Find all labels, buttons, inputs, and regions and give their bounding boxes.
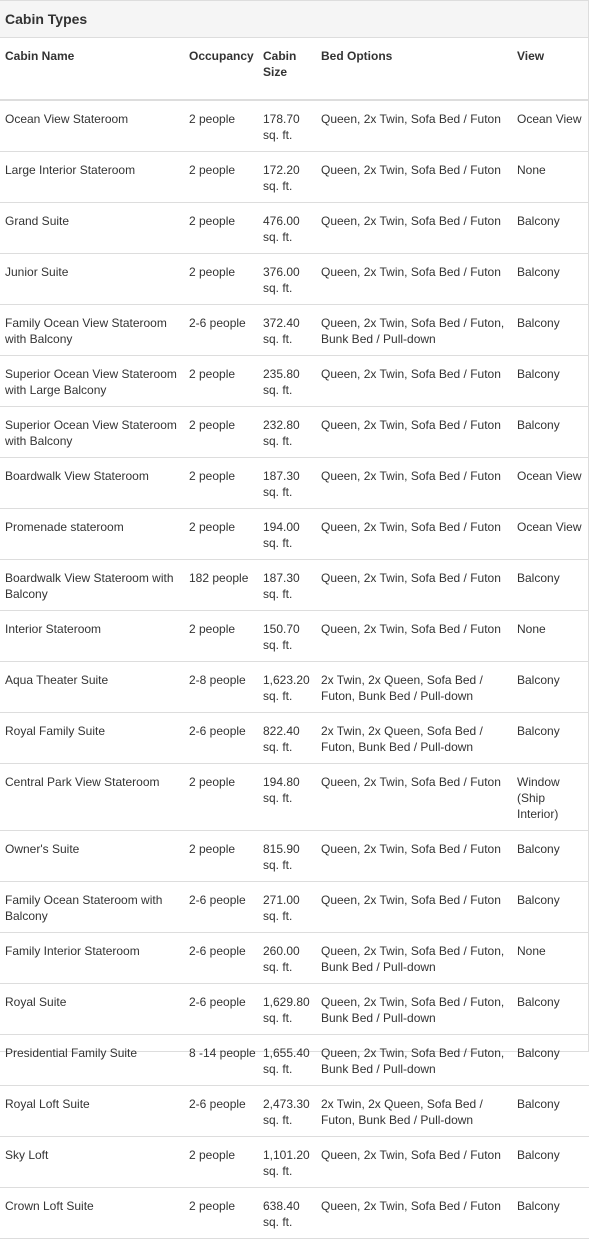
cell-cabin-size: 822.40 sq. ft. xyxy=(263,724,300,754)
table-row xyxy=(0,560,589,611)
cell-occupancy: 2 people xyxy=(189,265,236,279)
cell-cabin-name: Royal Loft Suite xyxy=(5,1097,90,1111)
cell-cabin-size: 1,629.80 sq. ft. xyxy=(263,995,310,1025)
cell-occupancy: 182 people xyxy=(189,571,249,585)
cell-view: Balcony xyxy=(517,214,560,228)
cell-bed-options: Queen, 2x Twin, Sofa Bed / Futon xyxy=(321,469,501,483)
table-row xyxy=(0,933,589,984)
column-header-view: View xyxy=(517,49,545,63)
cell-occupancy: 2 people xyxy=(189,367,236,381)
cell-view: Window (Ship Interior) xyxy=(517,775,560,821)
cell-cabin-name: Aqua Theater Suite xyxy=(5,673,109,687)
cell-cabin-size: 150.70 sq. ft. xyxy=(263,622,300,652)
table-body xyxy=(0,100,589,1239)
cell-view: Balcony xyxy=(517,1097,560,1111)
table-row xyxy=(0,203,589,254)
cell-view: Balcony xyxy=(517,265,560,279)
cell-view: Balcony xyxy=(517,1148,560,1162)
cell-occupancy: 8 -14 people xyxy=(189,1046,256,1060)
table-row xyxy=(0,611,589,662)
cell-occupancy: 2 people xyxy=(189,775,236,789)
cell-cabin-size: 235.80 sq. ft. xyxy=(263,367,300,397)
table-row xyxy=(0,764,589,831)
cell-occupancy: 2-6 people xyxy=(189,316,246,330)
cell-bed-options: Queen, 2x Twin, Sofa Bed / Futon xyxy=(321,214,501,228)
cell-view: Balcony xyxy=(517,724,560,738)
table-row xyxy=(0,407,589,458)
cell-cabin-size: 372.40 sq. ft. xyxy=(263,316,300,346)
cell-occupancy: 2-6 people xyxy=(189,724,246,738)
cell-occupancy: 2 people xyxy=(189,418,236,432)
cell-occupancy: 2-8 people xyxy=(189,673,246,687)
cell-view: Balcony xyxy=(517,995,560,1009)
cell-bed-options: Queen, 2x Twin, Sofa Bed / Futon xyxy=(321,367,501,381)
cell-cabin-name: Grand Suite xyxy=(5,214,70,228)
cell-view: Balcony xyxy=(517,1046,560,1060)
cell-cabin-name: Large Interior Stateroom xyxy=(5,163,136,177)
cell-occupancy: 2-6 people xyxy=(189,944,246,958)
cell-cabin-name: Interior Stateroom xyxy=(5,622,102,636)
cell-cabin-name: Crown Loft Suite xyxy=(5,1199,94,1213)
table-row xyxy=(0,305,589,356)
cell-cabin-size: 260.00 sq. ft. xyxy=(263,944,300,974)
cell-cabin-size: 232.80 sq. ft. xyxy=(263,418,300,448)
cell-bed-options: Queen, 2x Twin, Sofa Bed / Futon xyxy=(321,893,501,907)
cell-bed-options: Queen, 2x Twin, Sofa Bed / Futon, Bunk Bed / Pull-down xyxy=(321,316,505,346)
cell-cabin-size: 172.20 sq. ft. xyxy=(263,163,300,193)
cell-cabin-size: 271.00 sq. ft. xyxy=(263,893,300,923)
cell-cabin-name: Family Interior Stateroom xyxy=(5,944,140,958)
cell-cabin-size: 178.70 sq. ft. xyxy=(263,112,300,142)
cell-bed-options: Queen, 2x Twin, Sofa Bed / Futon xyxy=(321,571,501,585)
cell-occupancy: 2 people xyxy=(189,622,236,636)
cell-view: Balcony xyxy=(517,571,560,585)
column-header-cabin-name: Cabin Name xyxy=(5,49,75,63)
cell-occupancy: 2 people xyxy=(189,520,236,534)
cell-bed-options: Queen, 2x Twin, Sofa Bed / Futon xyxy=(321,418,501,432)
cell-view: Balcony xyxy=(517,316,560,330)
cell-view: Balcony xyxy=(517,893,560,907)
cell-occupancy: 2 people xyxy=(189,112,236,126)
cell-cabin-name: Superior Ocean View Stateroom with Balcony xyxy=(5,418,177,448)
cell-occupancy: 2 people xyxy=(189,214,236,228)
table-row xyxy=(0,100,589,152)
cell-cabin-name: Superior Ocean View Stateroom with Large Balcony xyxy=(5,367,177,397)
cell-occupancy: 2-6 people xyxy=(189,1097,246,1111)
cell-bed-options: Queen, 2x Twin, Sofa Bed / Futon, Bunk Bed / Pull-down xyxy=(321,995,505,1025)
cell-view: Balcony xyxy=(517,367,560,381)
cell-cabin-size: 2,473.30 sq. ft. xyxy=(263,1097,310,1127)
cell-bed-options: 2x Twin, 2x Queen, Sofa Bed / Futon, Bunk Bed / Pull-down xyxy=(321,724,483,754)
cell-cabin-size: 638.40 sq. ft. xyxy=(263,1199,300,1229)
cell-occupancy: 2 people xyxy=(189,469,236,483)
cell-cabin-size: 815.90 sq. ft. xyxy=(263,842,300,872)
column-header-bed-options: Bed Options xyxy=(321,49,393,63)
table-header-row xyxy=(0,38,589,100)
cell-occupancy: 2-6 people xyxy=(189,893,246,907)
table-row xyxy=(0,1086,589,1137)
table-row xyxy=(0,713,589,764)
cell-cabin-name: Central Park View Stateroom xyxy=(5,775,160,789)
cell-cabin-name: Junior Suite xyxy=(5,265,69,279)
cell-cabin-name: Family Ocean Stateroom with Balcony xyxy=(5,893,163,923)
cell-occupancy: 2 people xyxy=(189,1148,236,1162)
cell-cabin-size: 1,101.20 sq. ft. xyxy=(263,1148,310,1178)
cell-bed-options: Queen, 2x Twin, Sofa Bed / Futon xyxy=(321,1148,501,1162)
table-row xyxy=(0,356,589,407)
cell-cabin-name: Owner's Suite xyxy=(5,842,80,856)
cell-view: None xyxy=(517,944,546,958)
column-header-cabin-size: Cabin Size xyxy=(263,49,297,79)
cell-cabin-name: Royal Family Suite xyxy=(5,724,106,738)
cell-occupancy: 2 people xyxy=(189,842,236,856)
cell-bed-options: Queen, 2x Twin, Sofa Bed / Futon, Bunk Bed / Pull-down xyxy=(321,1046,505,1076)
cell-bed-options: Queen, 2x Twin, Sofa Bed / Futon, Bunk Bed / Pull-down xyxy=(321,944,505,974)
cell-bed-options: Queen, 2x Twin, Sofa Bed / Futon xyxy=(321,163,501,177)
table-row xyxy=(0,882,589,933)
cell-cabin-size: 1,655.40 sq. ft. xyxy=(263,1046,310,1076)
cell-cabin-size: 376.00 sq. ft. xyxy=(263,265,300,295)
cell-view: None xyxy=(517,622,546,636)
cell-cabin-size: 194.80 sq. ft. xyxy=(263,775,300,805)
cell-bed-options: Queen, 2x Twin, Sofa Bed / Futon xyxy=(321,622,501,636)
cell-cabin-size: 187.30 sq. ft. xyxy=(263,469,300,499)
cell-view: Balcony xyxy=(517,1199,560,1213)
cell-cabin-name: Boardwalk View Stateroom with Balcony xyxy=(5,571,174,601)
table-row xyxy=(0,1188,589,1239)
table-row xyxy=(0,254,589,305)
cell-bed-options: Queen, 2x Twin, Sofa Bed / Futon xyxy=(321,265,501,279)
table-row xyxy=(0,662,589,713)
table-row xyxy=(0,831,589,882)
cell-cabin-name: Sky Loft xyxy=(5,1148,49,1162)
cell-cabin-name: Presidential Family Suite xyxy=(5,1046,138,1060)
cell-view: Balcony xyxy=(517,673,560,687)
table-row xyxy=(0,1035,589,1086)
cell-cabin-name: Family Ocean View Stateroom with Balcony xyxy=(5,316,167,346)
table-row xyxy=(0,152,589,203)
cell-view: Ocean View xyxy=(517,520,582,534)
cell-view: Ocean View xyxy=(517,469,582,483)
cell-occupancy: 2 people xyxy=(189,163,236,177)
cell-view: None xyxy=(517,163,546,177)
cell-occupancy: 2 people xyxy=(189,1199,236,1213)
cell-cabin-name: Ocean View Stateroom xyxy=(5,112,129,126)
table-row xyxy=(0,1137,589,1188)
cell-cabin-name: Royal Suite xyxy=(5,995,67,1009)
cell-view: Balcony xyxy=(517,842,560,856)
cell-bed-options: Queen, 2x Twin, Sofa Bed / Futon xyxy=(321,1199,501,1213)
cell-bed-options: Queen, 2x Twin, Sofa Bed / Futon xyxy=(321,842,501,856)
cell-cabin-name: Boardwalk View Stateroom xyxy=(5,469,149,483)
table-row xyxy=(0,458,589,509)
cell-occupancy: 2-6 people xyxy=(189,995,246,1009)
cell-bed-options: Queen, 2x Twin, Sofa Bed / Futon xyxy=(321,520,501,534)
cell-bed-options: Queen, 2x Twin, Sofa Bed / Futon xyxy=(321,112,501,126)
table-row xyxy=(0,984,589,1035)
cell-cabin-size: 476.00 sq. ft. xyxy=(263,214,300,244)
cell-view: Ocean View xyxy=(517,112,582,126)
cell-cabin-size: 187.30 sq. ft. xyxy=(263,571,300,601)
panel-title: Cabin Types xyxy=(0,1,588,38)
table-row xyxy=(0,509,589,560)
cell-cabin-size: 1,623.20 sq. ft. xyxy=(263,673,310,703)
cell-bed-options: Queen, 2x Twin, Sofa Bed / Futon xyxy=(321,775,501,789)
cabin-types-table xyxy=(0,38,589,1239)
cell-bed-options: 2x Twin, 2x Queen, Sofa Bed / Futon, Bunk Bed / Pull-down xyxy=(321,673,483,703)
column-header-occupancy: Occupancy xyxy=(189,49,254,63)
cell-cabin-size: 194.00 sq. ft. xyxy=(263,520,300,550)
cell-view: Balcony xyxy=(517,418,560,432)
cell-bed-options: 2x Twin, 2x Queen, Sofa Bed / Futon, Bunk Bed / Pull-down xyxy=(321,1097,483,1127)
cell-cabin-name: Promenade stateroom xyxy=(5,520,124,534)
